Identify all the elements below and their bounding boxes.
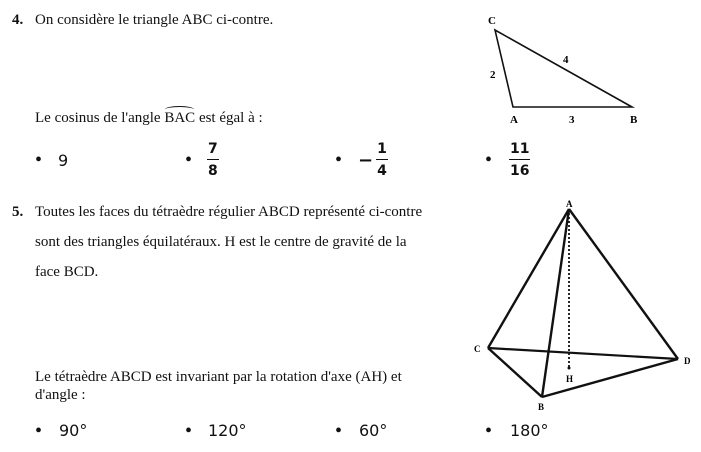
angle-bac: BAC	[164, 110, 196, 126]
question-4-number: 4.	[12, 12, 24, 28]
edge-cd	[488, 348, 678, 359]
q4-option-c	[358, 141, 388, 179]
prompt-text-after: est égal à :	[195, 110, 263, 126]
bullet-icon: •	[35, 149, 43, 171]
side-label-ab: 3	[569, 114, 575, 126]
fraction-bar	[509, 159, 530, 160]
q4-option-a: 9	[58, 151, 69, 170]
vertex-label-d: D	[684, 356, 691, 366]
tetrahedron-abcd-figure	[460, 195, 700, 420]
vertex-label-c: C	[474, 344, 481, 354]
bullet-icon: •	[185, 149, 193, 171]
vertex-label-b: B	[630, 114, 638, 126]
q4-option-b	[207, 141, 219, 179]
fraction-numerator: 11	[510, 141, 530, 157]
bullet-icon: •	[485, 149, 493, 171]
question-5-number: 5.	[12, 204, 24, 220]
edge-ad	[569, 209, 678, 359]
edge-ab	[542, 209, 569, 397]
point-label-h: H	[566, 374, 574, 384]
triangle-abc	[495, 30, 632, 107]
prompt-text-before: Le cosinus de l'angle	[35, 110, 165, 126]
fraction-bar	[376, 159, 388, 160]
question-5-statement-line-3: face BCD.	[35, 264, 99, 280]
question-5-statement-line-1: Toutes les faces du tétraèdre régulier ABCD représenté ci-contre	[35, 204, 423, 220]
bullet-icon: •	[335, 149, 343, 171]
fraction-numerator: 1	[377, 141, 387, 157]
vertex-label-a: A	[566, 199, 573, 209]
fraction-denominator: 4	[377, 163, 387, 179]
question-5-prompt-line-2: d'angle :	[35, 387, 86, 403]
q5-option-c: 60°	[359, 421, 388, 440]
question-4-prompt	[35, 110, 263, 127]
question-5-prompt-line-1: Le tétraèdre ABCD est invariant par la rotation d'axe (AH) et	[35, 369, 402, 385]
vertex-label-a: A	[510, 114, 518, 126]
minus-sign: −	[358, 149, 374, 171]
side-label-ac: 2	[490, 69, 496, 81]
side-label-bc: 4	[563, 54, 569, 66]
point-h	[568, 367, 571, 370]
edge-cb	[488, 348, 542, 397]
bullet-icon: •	[485, 420, 493, 442]
bullet-icon: •	[35, 420, 43, 442]
edge-ac	[488, 209, 569, 348]
fraction	[376, 141, 388, 179]
q5-option-a: 90°	[59, 421, 88, 440]
q5-option-d: 180°	[510, 421, 549, 440]
fraction-denominator: 16	[510, 163, 530, 179]
question-4-statement: On considère le triangle ABC ci-contre.	[35, 12, 274, 28]
bullet-icon: •	[335, 420, 343, 442]
fraction-numerator: 7	[208, 141, 218, 157]
vertex-label-c: C	[488, 15, 496, 27]
q5-option-b: 120°	[208, 421, 247, 440]
fraction-bar	[207, 159, 219, 160]
q4-option-d	[509, 141, 530, 179]
triangle-abc-figure	[470, 5, 650, 130]
question-5-statement-line-2: sont des triangles équilatéraux. H est le centre de gravité de la	[35, 234, 407, 250]
vertex-label-b: B	[538, 402, 545, 412]
edge-bd	[542, 359, 678, 397]
fraction-denominator: 8	[208, 163, 218, 179]
bullet-icon: •	[185, 420, 193, 442]
